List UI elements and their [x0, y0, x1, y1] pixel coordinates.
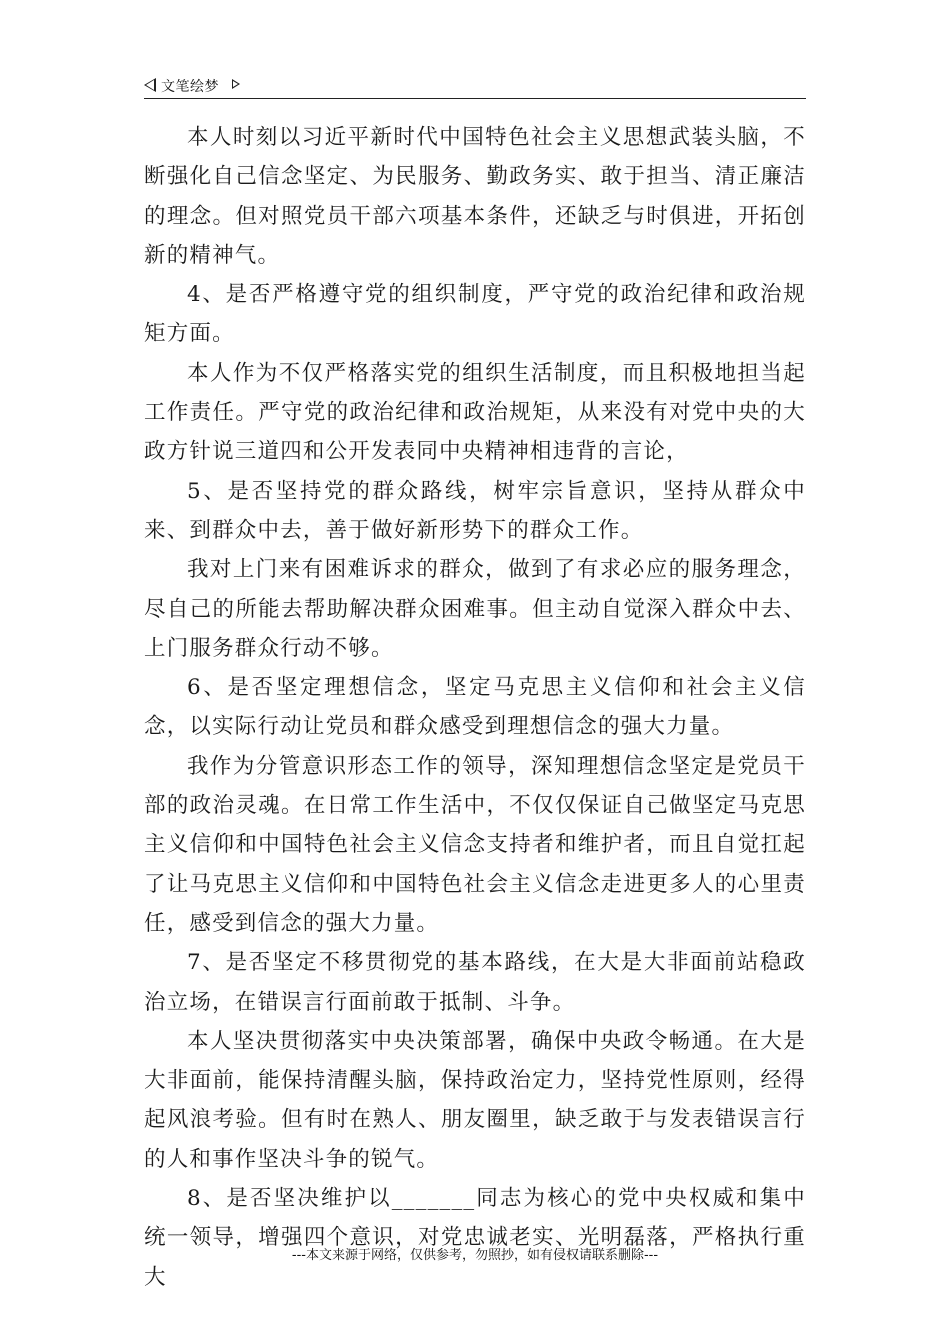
paragraph: 5、是否坚持党的群众路线，树牢宗旨意识，坚持从群众中来、到群众中去，善于做好新形势下的群众工作。 — [144, 478, 806, 543]
page-footer: ---本文来源于网络，仅供参考，勿照抄，如有侵权请联系删除--- — [291, 1248, 659, 1263]
document-body — [144, 118, 806, 1297]
paragraph: 我作为分管意识形态工作的领导，深知理想信念坚定是党员干部的政治灵魂。在日常工作生活中，不仅仅保证自己做坚定马克思主义信仰和中国特色社会主义信念支持者和维护者，而且自觉扛起了让马克思主义信仰和中国特色社会主义信念走进更多人的心里责任，感受到信念的强大力量。 — [144, 753, 806, 936]
paragraph: 7、是否坚定不移贯彻党的基本路线，在大是大非面前站稳政治立场，在错误言行面前敢于抵制、斗争。 — [144, 950, 806, 1015]
page-header — [144, 74, 806, 99]
header-title: 文笔绘梦 — [161, 79, 219, 95]
paragraph: 本人坚决贯彻落实中央决策部署，确保中央政令畅通。在大是大非面前，能保持清醒头脑，保持政治定力，坚持党性原则，经得起风浪考验。但有时在熟人、朋友圈里，缺乏敢于与发表错误言行的人和事作坚决斗争的锐气。 — [144, 1028, 806, 1172]
paragraph: 8、是否坚决维护以_______同志为核心的党中央权威和集中统一领导，增强四个意识，对党忠诚老实、光明磊落，严格执行重大 — [144, 1186, 806, 1290]
paragraph: 6、是否坚定理想信念，坚定马克思主义信仰和社会主义信念，以实际行动让党员和群众感受到理想信念的强大力量。 — [144, 675, 806, 740]
left-arrow-icon — [144, 78, 156, 92]
paragraph: 4、是否严格遵守党的组织制度，严守党的政治纪律和政治规矩方面。 — [144, 282, 806, 347]
paragraph: 本人时刻以习近平新时代中国特色社会主义思想武装头脑，不断强化自己信念坚定、为民服务、勤政务实、敢于担当、清正廉洁的理念。但对照党员干部六项基本条件，还缺乏与时俱进，开拓创新的精神气。 — [144, 125, 806, 268]
paragraph: 本人作为不仅严格落实党的组织生活制度，而且积极地担当起工作责任。严守党的政治纪律和政治规矩，从来没有对党中央的大政方针说三道四和公开发表同中央精神相违背的言论， — [144, 360, 806, 465]
right-arrow-icon — [232, 79, 240, 89]
paragraph: 我对上门来有困难诉求的群众，做到了有求必应的服务理念，尽自己的所能去帮助解决群众困难事。但主动自觉深入群众中去、上门服务群众行动不够。 — [144, 557, 806, 661]
